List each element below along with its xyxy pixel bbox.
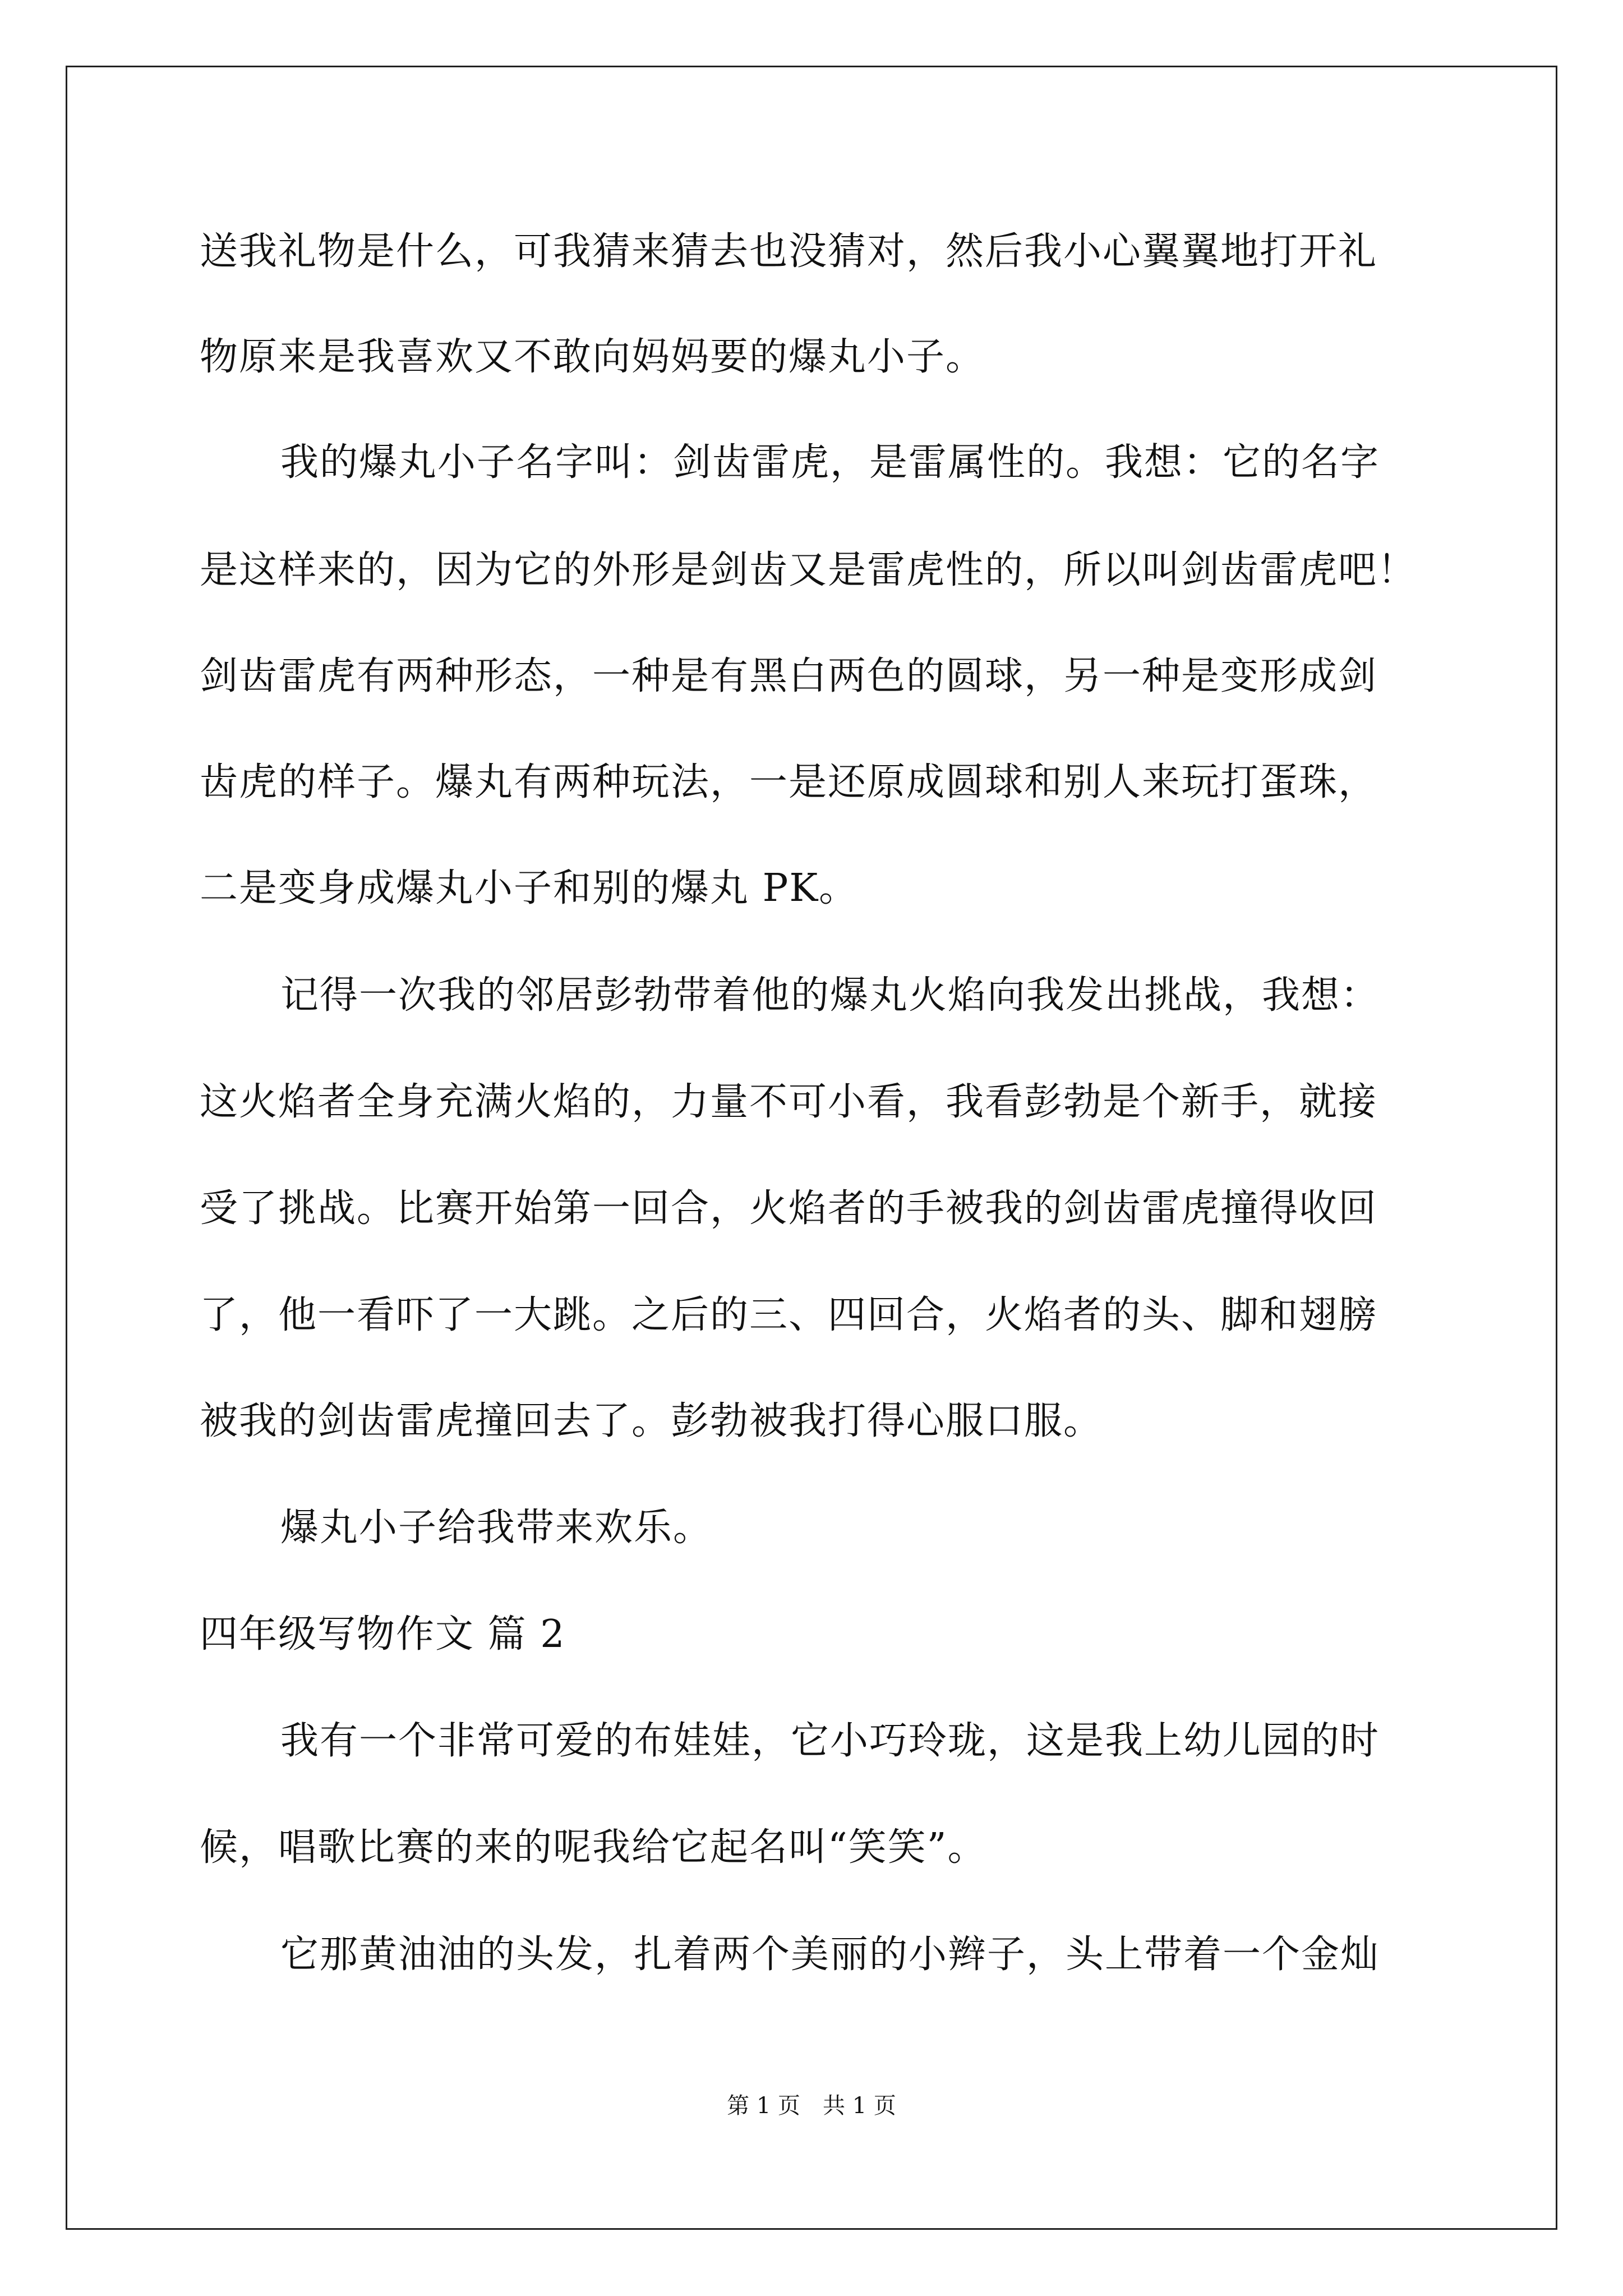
text-line: 我有一个非常可爱的布娃娃，它小巧玲珑，这是我上幼儿园的时	[280, 1719, 1380, 1763]
text-line: 候，唱歌比赛的来的呢我给它起名叫“笑笑”。	[200, 1825, 987, 1870]
text-line: 它那黄油油的头发，扎着两个美丽的小辫子，头上带着一个金灿	[280, 1932, 1380, 1977]
text-line: 我的爆丸小子名字叫：剑齿雷虎，是雷属性的。我想：它的名字	[280, 440, 1380, 485]
text-line: 剑齿雷虎有两种形态，一种是有黑白两色的圆球，另一种是变形成剑	[200, 654, 1378, 698]
text-line: 了，他一看吓了一大跳。之后的三、四回合，火焰者的头、脚和翅膀	[200, 1293, 1378, 1337]
text-line: 二是变身成爆丸小子和别的爆丸 PK。	[200, 866, 859, 910]
text-line: 被我的剑齿雷虎撞回去了。彭勃被我打得心服口服。	[200, 1399, 1103, 1443]
text-line: 物原来是我喜欢又不敢向妈妈要的爆丸小子。	[200, 335, 985, 379]
page-border	[66, 66, 1557, 2230]
text-line: 是这样来的，因为它的外形是剑齿又是雷虎性的，所以叫剑齿雷虎吧！	[200, 548, 1417, 592]
page-number-footer: 第 1 页 共 1 页	[727, 2093, 896, 2119]
section-heading: 四年级写物作文 篇 2	[200, 1612, 566, 1657]
text-line: 受了挑战。比赛开始第一回合，火焰者的手被我的剑齿雷虎撞得收回	[200, 1186, 1378, 1231]
text-line: 送我礼物是什么，可我猜来猜去也没猜对，然后我小心翼翼地打开礼	[200, 229, 1378, 274]
text-line: 齿虎的样子。爆丸有两种玩法，一是还原成圆球和别人来玩打蛋珠，	[200, 760, 1378, 804]
text-line: 爆丸小子给我带来欢乐。	[280, 1506, 713, 1550]
text-line: 记得一次我的邻居彭勃带着他的爆丸火焰向我发出挑战，我想：	[280, 973, 1380, 1018]
text-line: 这火焰者全身充满火焰的，力量不可小看，我看彭勃是个新手，就接	[200, 1080, 1378, 1124]
